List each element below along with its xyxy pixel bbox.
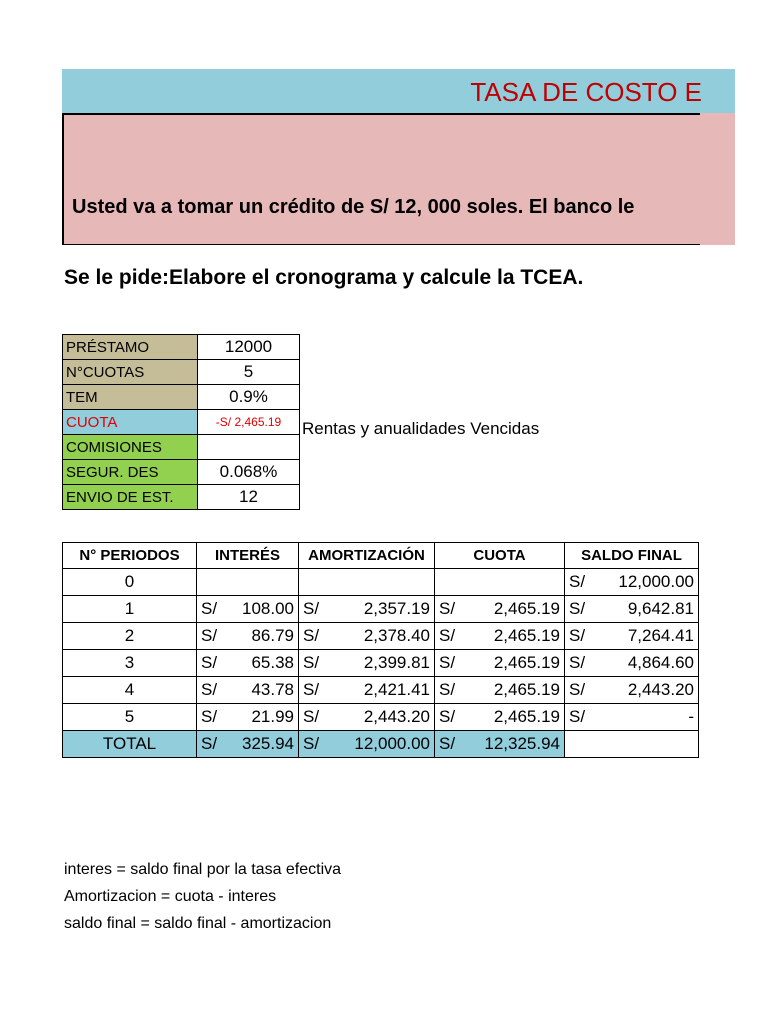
header-periodos: N° PERIODOS xyxy=(63,543,197,569)
problem-text xyxy=(72,142,735,245)
cell-amortizacion[interactable] xyxy=(299,704,435,731)
currency-symbol: S/ xyxy=(303,653,320,672)
formula-amortizacion: Amortizacion = cuota - interes xyxy=(64,888,277,905)
currency-symbol: S/ xyxy=(201,680,218,699)
param-label-comisiones: COMISIONES xyxy=(63,435,198,460)
param-row xyxy=(63,360,300,385)
param-row xyxy=(63,385,300,410)
param-value-prestamo[interactable]: 12000 xyxy=(198,335,300,360)
cell-value: 21.99 xyxy=(251,707,294,726)
cell-interes[interactable] xyxy=(197,569,299,596)
title-bar xyxy=(62,69,735,113)
cell-amortizacion[interactable] xyxy=(299,650,435,677)
cell-amortizacion[interactable] xyxy=(299,596,435,623)
currency-symbol: S/ xyxy=(439,626,456,645)
problem-statement-box xyxy=(62,113,735,245)
total-saldo-cell[interactable] xyxy=(565,731,699,758)
cell-cuota[interactable] xyxy=(435,677,565,704)
param-label-envio: ENVIO DE EST. xyxy=(63,485,198,510)
currency-symbol: S/ xyxy=(569,707,586,726)
header-cuota: CUOTA xyxy=(435,543,565,569)
cell-periodo[interactable]: 0 xyxy=(63,569,197,596)
param-value-cuotas[interactable]: 5 xyxy=(198,360,300,385)
cell-value: 2,465.19 xyxy=(493,653,560,672)
param-label-tem: TEM xyxy=(63,385,198,410)
cell-saldo[interactable] xyxy=(565,596,699,623)
cell-periodo[interactable]: 3 xyxy=(63,650,197,677)
schedule-table xyxy=(62,542,699,758)
cell-value: 2,465.19 xyxy=(493,626,560,645)
cell-value: 2,465.19 xyxy=(493,680,560,699)
cell-interes[interactable] xyxy=(197,677,299,704)
param-label-cuota: CUOTA xyxy=(63,410,198,435)
cell-periodo[interactable]: 5 xyxy=(63,704,197,731)
task-heading: Se le pide:Elabore el cronograma y calcule la TCEA. xyxy=(64,266,584,289)
cell-interes[interactable] xyxy=(197,650,299,677)
cell-saldo[interactable] xyxy=(565,677,699,704)
currency-symbol: S/ xyxy=(201,653,218,672)
cell-periodo[interactable]: 4 xyxy=(63,677,197,704)
param-row xyxy=(63,485,300,510)
cell-value: 2,357.19 xyxy=(363,599,430,618)
header-interes: INTERÉS xyxy=(197,543,299,569)
param-row xyxy=(63,335,300,360)
table-row xyxy=(63,569,699,596)
param-label-prestamo: PRÉSTAMO xyxy=(63,335,198,360)
param-label-seguro: SEGUR. DES xyxy=(63,460,198,485)
rentas-note: Rentas y anualidades Vencidas xyxy=(302,419,540,438)
param-value-seguro[interactable]: 0.068% xyxy=(198,460,300,485)
cell-amortizacion[interactable] xyxy=(299,623,435,650)
currency-symbol: S/ xyxy=(569,680,586,699)
currency-symbol: S/ xyxy=(303,599,320,618)
currency-symbol: S/ xyxy=(569,653,586,672)
param-value-envio[interactable]: 12 xyxy=(198,485,300,510)
param-value-cuota[interactable]: -S/ 2,465.19 xyxy=(198,410,300,435)
currency-symbol: S/ xyxy=(439,734,456,753)
schedule-body xyxy=(63,569,699,731)
table-row xyxy=(63,677,699,704)
cell-interes[interactable] xyxy=(197,704,299,731)
cell-amortizacion[interactable] xyxy=(299,677,435,704)
param-label-cuotas: N°CUOTAS xyxy=(63,360,198,385)
currency-symbol: S/ xyxy=(303,680,320,699)
cell-amortizacion[interactable] xyxy=(299,569,435,596)
cell-cuota[interactable] xyxy=(435,623,565,650)
cell-value: 108.00 xyxy=(242,599,294,618)
page-title: TASA DE COSTO E xyxy=(470,77,702,107)
header-saldo: SALDO FINAL xyxy=(565,543,699,569)
cell-periodo[interactable]: 2 xyxy=(63,623,197,650)
currency-symbol: S/ xyxy=(201,734,218,753)
currency-symbol: S/ xyxy=(201,707,218,726)
cell-periodo[interactable]: 1 xyxy=(63,596,197,623)
currency-symbol: S/ xyxy=(303,626,320,645)
currency-symbol: S/ xyxy=(439,707,456,726)
param-value-tem[interactable]: 0.9% xyxy=(198,385,300,410)
param-row xyxy=(63,435,300,460)
total-interes: 325.94 xyxy=(242,734,294,753)
cell-value: 2,465.19 xyxy=(493,707,560,726)
cell-saldo[interactable] xyxy=(565,704,699,731)
cell-saldo[interactable] xyxy=(565,623,699,650)
total-cuota: 12,325.94 xyxy=(484,734,560,753)
currency-symbol: S/ xyxy=(569,626,586,645)
cell-value: 7,264.41 xyxy=(627,626,694,645)
cell-interes[interactable] xyxy=(197,596,299,623)
cell-value: 4,864.60 xyxy=(627,653,694,672)
param-row xyxy=(63,460,300,485)
table-row xyxy=(63,623,699,650)
cell-value: 2,465.19 xyxy=(493,599,560,618)
cell-value: 2,399.81 xyxy=(363,653,430,672)
total-amortizacion-cell[interactable] xyxy=(299,731,435,758)
currency-symbol: S/ xyxy=(439,680,456,699)
cell-cuota[interactable] xyxy=(435,596,565,623)
cell-cuota[interactable] xyxy=(435,569,565,596)
cell-value: 2,443.20 xyxy=(627,680,694,699)
currency-symbol: S/ xyxy=(303,707,320,726)
total-label[interactable]: TOTAL xyxy=(63,731,197,758)
total-cuota-cell[interactable] xyxy=(435,731,565,758)
currency-symbol: S/ xyxy=(303,734,320,753)
cell-cuota[interactable] xyxy=(435,704,565,731)
param-value-comisiones[interactable] xyxy=(198,435,300,460)
table-row xyxy=(63,650,699,677)
param-row xyxy=(63,410,300,435)
total-interes-cell[interactable] xyxy=(197,731,299,758)
total-amortizacion: 12,000.00 xyxy=(354,734,430,753)
cell-value: 65.38 xyxy=(251,653,294,672)
header-amortizacion: AMORTIZACIÓN xyxy=(299,543,435,569)
cell-value: - xyxy=(688,707,694,726)
cell-value: 86.79 xyxy=(251,626,294,645)
cell-value: 2,421.41 xyxy=(363,680,430,699)
currency-symbol: S/ xyxy=(201,599,218,618)
problem-line-1: Usted va a tomar un crédito de S/ 12, 000 soles. El banco le xyxy=(72,196,635,218)
table-row xyxy=(63,596,699,623)
formula-interes: interes = saldo final por la tasa efectiva xyxy=(64,861,342,878)
cell-saldo[interactable] xyxy=(565,569,699,596)
cell-value: 2,443.20 xyxy=(363,707,430,726)
parameters-table xyxy=(62,334,300,510)
cell-value: 43.78 xyxy=(251,680,294,699)
cell-value: 12,000.00 xyxy=(618,572,694,591)
cell-saldo[interactable] xyxy=(565,650,699,677)
currency-symbol: S/ xyxy=(569,599,586,618)
cell-cuota[interactable] xyxy=(435,650,565,677)
currency-symbol: S/ xyxy=(201,626,218,645)
table-row xyxy=(63,704,699,731)
formula-saldo: saldo final = saldo final - amortizacion xyxy=(64,915,332,932)
currency-symbol: S/ xyxy=(439,653,456,672)
schedule-total-row xyxy=(63,731,699,758)
cell-value: 2,378.40 xyxy=(363,626,430,645)
currency-symbol: S/ xyxy=(439,599,456,618)
formulas-notes xyxy=(64,856,341,937)
currency-symbol: S/ xyxy=(569,572,586,591)
schedule-header-row xyxy=(63,543,699,569)
cell-interes[interactable] xyxy=(197,623,299,650)
cell-value: 9,642.81 xyxy=(627,599,694,618)
